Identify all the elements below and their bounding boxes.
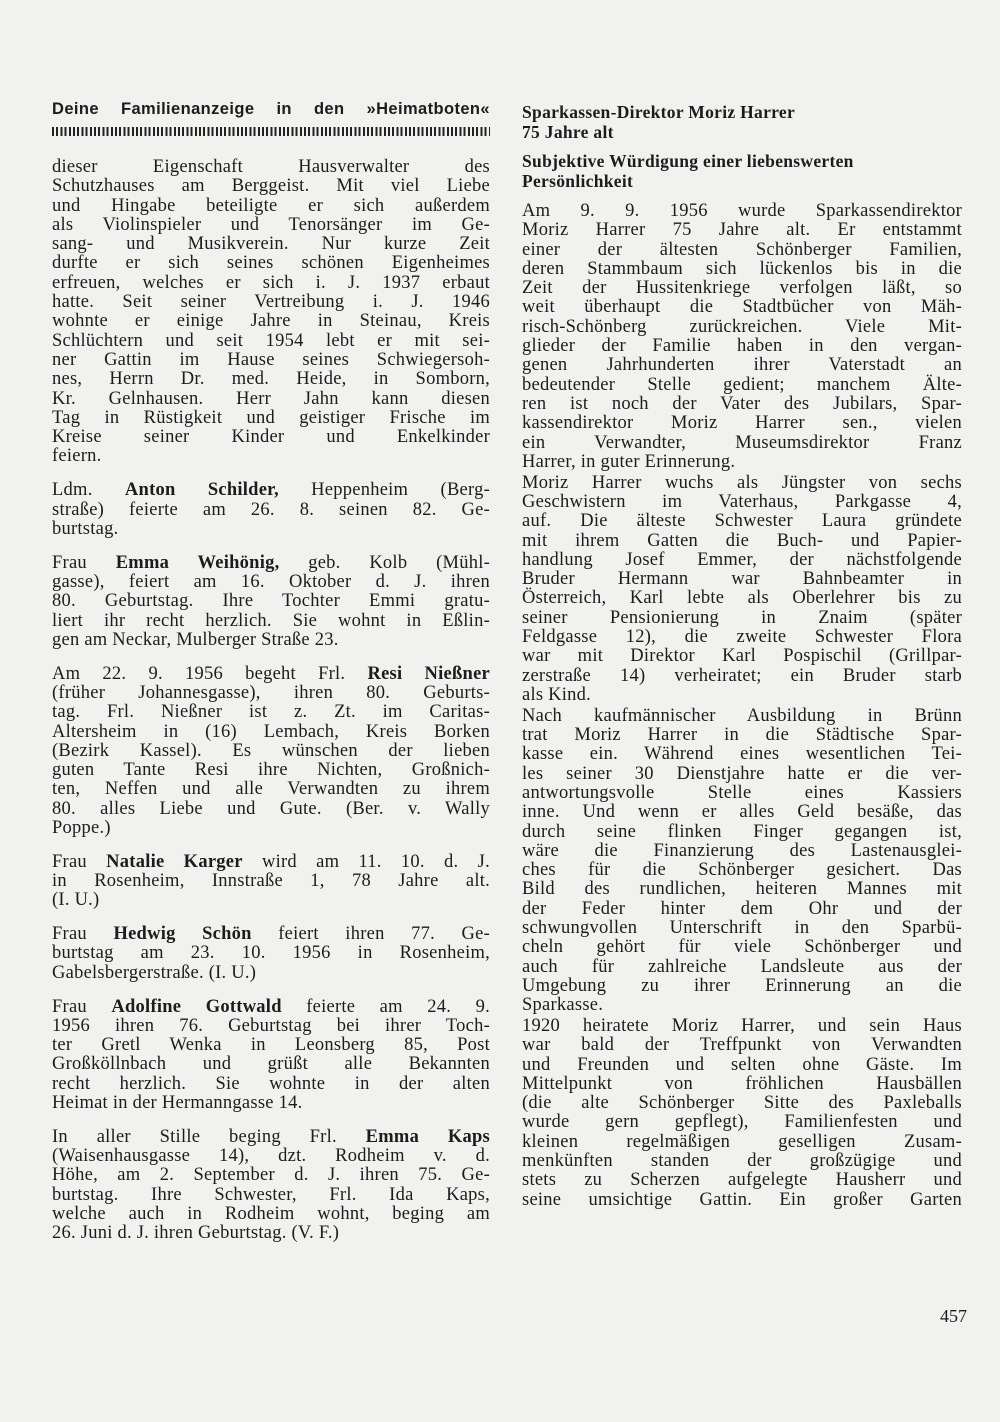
paragraph [52, 853, 490, 911]
text-line: einer der ältesten Schönberger Familien, [522, 239, 962, 260]
text-line: Schutzhauses am Berggeist. Mit viel Liebe [52, 176, 490, 197]
left-column [52, 100, 490, 1258]
paragraph [522, 474, 962, 706]
text-line: (die alte Schönberger Sitte des Paxleballs [522, 1093, 962, 1114]
text-line: weit überhaupt die Stadtbücher von Mäh- [522, 297, 962, 318]
paragraph [52, 554, 490, 650]
person-name: Hedwig Schön [113, 924, 252, 945]
text-line: Höhe, am 2. September d. J. ihren 75. Ge- [52, 1165, 490, 1186]
text-line: Tag in Rüstigkeit und geistiger Frische im [52, 407, 490, 428]
left-paragraphs [52, 158, 490, 1244]
text-line: kleinen regelmäßigen geselligen Zusam- [522, 1131, 962, 1152]
text-line: menkünften standen der großzügige und [522, 1151, 962, 1172]
text-line: stets zu Scherzen aufgelegte Hausherr und [522, 1170, 962, 1191]
text-line: glieder der Familie haben in den vergan- [522, 336, 962, 357]
text-line: sang- und Musikverein. Nur kurze Zeit [52, 234, 490, 255]
paragraph [522, 1017, 962, 1210]
text-line: Moriz Harrer 75 Jahre alt. Er entstammt [522, 220, 962, 241]
article-subheadline [522, 152, 962, 191]
text-line: Frau Emma Weihönig, geb. Kolb (Mühl- [52, 552, 490, 573]
text-line: cheln gehört für viele Schönberger und [522, 937, 962, 958]
text-line: (Waisenhausgasse 14), dzt. Rodheim v. d. [52, 1146, 490, 1167]
text-line: ter Gretl Wenka in Leonsberg 85, Post [52, 1035, 490, 1056]
text-line: burtstag. Ihre Schwester, Frl. Ida Kaps, [52, 1184, 490, 1205]
text-line: 80. alles Liebe und Gute. (Ber. v. Wally [52, 798, 490, 819]
text-line: gasse), feiert am 16. Oktober d. J. ihren [52, 571, 490, 592]
text-line: Bruder Hermann war Bahnbeamter in [522, 569, 962, 590]
text-line: feiern. [52, 446, 102, 467]
headline-line: 75 Jahre alt [522, 121, 614, 142]
text-line: erfreuen, welches er sich i. J. 1937 erbaut [52, 272, 490, 293]
text-line: ten, Neffen und alle Verwandten zu ihrem [52, 779, 490, 800]
text-line: war mit Direktor Karl Pospischil (Grillpar- [522, 646, 962, 667]
page-number: 457 [940, 1306, 967, 1326]
right-column [522, 103, 962, 1211]
text-line: und Freunden und selten ohne Gäste. Im [522, 1054, 962, 1075]
text-line: Heimat in der Hermanngasse 14. [52, 1093, 303, 1114]
text-line: Mittelpunkt von fröhlichen Hausbällen [522, 1073, 962, 1094]
right-paragraphs [522, 202, 962, 1210]
text-line: Gabelsbergerstraße. (I. U.) [52, 962, 257, 983]
section-title: Deine Familienanzeige in den »Heimatboten« [52, 100, 490, 118]
text-line: guten Tante Resi ihre Nichten, Großnich- [52, 760, 490, 781]
text-line: Frau Adolfine Gottwald feierte am 24. 9. [52, 996, 490, 1017]
text-line: inne. Und wenn er alles Geld besäße, das [522, 802, 962, 823]
text-line: genen Jahrhunderten ihrer Vaterstadt an [522, 355, 962, 376]
text-line: burtstag. [52, 518, 119, 539]
text-line: handlung Josef Emmer, der nächstfolgende [522, 549, 962, 570]
person-name: Emma Kaps [365, 1126, 490, 1147]
text-line: 1956 ihren 76. Geburtstag bei ihrer Toch- [52, 1015, 490, 1036]
text-line: Am 9. 9. 1956 wurde Sparkassendirektor [522, 201, 962, 221]
paragraph [52, 925, 490, 983]
text-line: der Feder hinter dem Ohr und der [522, 898, 962, 919]
text-line: wurde gern gepflegt), Familienfesten und [522, 1112, 962, 1133]
text-line: Harrer, in guter Erinnerung. [522, 451, 736, 472]
text-line: In aller Stille beging Frl. Emma Kaps [52, 1126, 490, 1147]
text-line: Frau Natalie Karger wird am 11. 10. d. J. [52, 851, 490, 872]
text-line: kasse ein. Während eines wesentlichen Tei- [522, 744, 962, 765]
text-line: tag. Frl. Nießner ist z. Zt. im Caritas- [52, 702, 490, 723]
text-line: durfte er sich seines schönen Eigenheimes [52, 253, 490, 274]
paragraph [52, 998, 490, 1114]
text-line: zerstraße 14) verheiratet; ein Bruder starb [522, 665, 962, 686]
text-line: Feldgasse 12), die zweite Schwester Flora [522, 627, 962, 648]
person-name: Resi Nießner [367, 663, 490, 684]
text-line: Kreise seiner Kinder und Enkelkinder [52, 427, 490, 448]
text-line: Umgebung zu ihrer Erinnerung an die [522, 975, 962, 996]
text-line: antwortungsvolle Stelle eines Kassiers [522, 782, 962, 803]
person-name: Anton Schilder, [124, 480, 279, 501]
text-line: schwungvollen Unterschrift in den Sparbü- [522, 917, 962, 938]
text-line: liert ihr recht herzlich. Sie wohnt in Eßlin- [52, 610, 490, 631]
text-line: Österreich, Karl lebte als Oberlehrer bis zu [522, 588, 962, 609]
text-line: wohnte er einige Jahre in Steinau, Kreis [52, 311, 490, 332]
text-line: kassendirektor Moriz Harrer sen., vielen [522, 413, 962, 434]
text-line: Frau Hedwig Schön feiert ihren 77. Ge- [52, 924, 490, 945]
text-line: Schlüchtern und seit 1954 lebt er mit sei- [52, 330, 490, 351]
text-line: Bild des rundlichen, heiteren Mannes mit [522, 879, 962, 900]
text-line: Nach kaufmännischer Ausbildung in Brünn [522, 705, 962, 726]
text-line: welche auch in Rodheim wohnt, beging am [52, 1204, 490, 1225]
text-line: Ldm. Anton Schilder, Heppenheim (Berg- [52, 480, 490, 501]
text-line: auch für zahlreiche Landsleute aus der [522, 956, 962, 977]
text-line: und Hingabe beteiligte er sich außerdem [52, 195, 490, 216]
text-line: auf. Die älteste Schwester Laura gründete [522, 511, 962, 532]
text-line: hatte. Seit seiner Vertreibung i. J. 1946 [52, 292, 490, 313]
text-line: bedeutender Stelle gedient; manchem Älte- [522, 374, 962, 395]
text-line: (I. U.) [52, 890, 100, 911]
dotted-rule [52, 127, 490, 136]
paragraph [522, 202, 962, 472]
text-line: burtstag am 23. 10. 1956 in Rosenheim, [52, 943, 490, 964]
text-line: les seiner 30 Dienstjahre hatte er die ver- [522, 763, 962, 784]
text-line: deren Stammbaum sich lückenlos bis in die [522, 258, 962, 279]
text-line: ches für die Schönberger gesichert. Das [522, 860, 962, 881]
text-line: mit ihrem Gatten die Buch- und Papier- [522, 530, 962, 551]
text-line: recht herzlich. Sie wohnte in der alten [52, 1073, 490, 1094]
headline-line: Sparkassen-Direktor Moriz Harrer [522, 102, 796, 122]
text-line: Großköllnbach und grüßt alle Bekannten [52, 1054, 490, 1075]
paragraph [52, 481, 490, 539]
text-line: als Violinspieler und Tenorsänger im Ge- [52, 214, 490, 235]
person-name: Natalie Karger [106, 851, 243, 872]
text-line: gen am Neckar, Mulberger Straße 23. [52, 629, 339, 650]
text-line: dieser Eigenschaft Hausverwalter des [52, 157, 490, 177]
text-line: 80. Geburtstag. Ihre Tochter Emmi gratu- [52, 591, 490, 612]
text-line: Sparkasse. [522, 995, 604, 1016]
text-line: Kr. Gelnhausen. Herr Jahn kann diesen [52, 388, 490, 409]
text-line: war bald der Treffpunkt von Verwandten [522, 1035, 962, 1056]
text-line: Zeit der Hussitenkriege verfolgen läßt, so [522, 278, 962, 299]
person-name: Adolfine Gottwald [111, 996, 282, 1017]
text-line: Am 22. 9. 1956 begeht Frl. Resi Nießner [52, 663, 490, 684]
paragraph [52, 665, 490, 839]
text-line: Altersheim in (16) Lembach, Kreis Borken [52, 721, 490, 742]
text-line: Poppe.) [52, 818, 111, 838]
text-line: ein Verwandter, Museumsdirektor Franz [522, 432, 962, 453]
text-line: wäre die Finanzierung des Lastenausglei- [522, 840, 962, 861]
text-line: als Kind. [522, 684, 592, 705]
person-name: Emma Weihönig, [115, 552, 280, 573]
paragraph [52, 158, 490, 467]
subheadline-line: Subjektive Würdigung einer liebenswerten [522, 151, 854, 171]
text-line: nes, Herrn Dr. med. Heide, in Somborn, [52, 369, 490, 390]
text-line: Geschwistern im Vaterhaus, Parkgasse 4, [522, 491, 962, 512]
text-line: durch seine flinken Finger gegangen ist, [522, 821, 962, 842]
text-line: ner Gattin im Hause seines Schwiegersoh- [52, 349, 490, 370]
text-line: 1920 heiratete Moriz Harrer, und sein Haus [522, 1015, 962, 1036]
text-line: in Rosenheim, Innstraße 1, 78 Jahre alt. [52, 871, 490, 892]
text-line: ren ist noch der Vater des Jubilars, Spar- [522, 393, 962, 414]
text-line: straße) feierte am 26. 8. seinen 82. Ge- [52, 499, 490, 520]
article-headline [522, 103, 962, 142]
subheadline-line: Persönlichkeit [522, 170, 634, 191]
text-line: (früher Johannesgasse), ihren 80. Geburts- [52, 682, 490, 703]
text-line: seiner Pensionierung in Znaim (später [522, 607, 962, 628]
paragraph [522, 707, 962, 1016]
text-line: (Bezirk Kassel). Es wünschen der lieben [52, 740, 490, 761]
text-line: Moriz Harrer wuchs als Jüngster von sechs [522, 472, 962, 493]
text-line: trat Moriz Harrer in die Städtische Spar- [522, 725, 962, 746]
text-line: seine umsichtige Gattin. Ein großer Garten [522, 1189, 962, 1210]
text-line: 26. Juni d. J. ihren Geburtstag. (V. F.) [52, 1223, 340, 1244]
paragraph [52, 1128, 490, 1244]
text-line: risch-Schönberg zurückreichen. Viele Mit- [522, 316, 962, 337]
